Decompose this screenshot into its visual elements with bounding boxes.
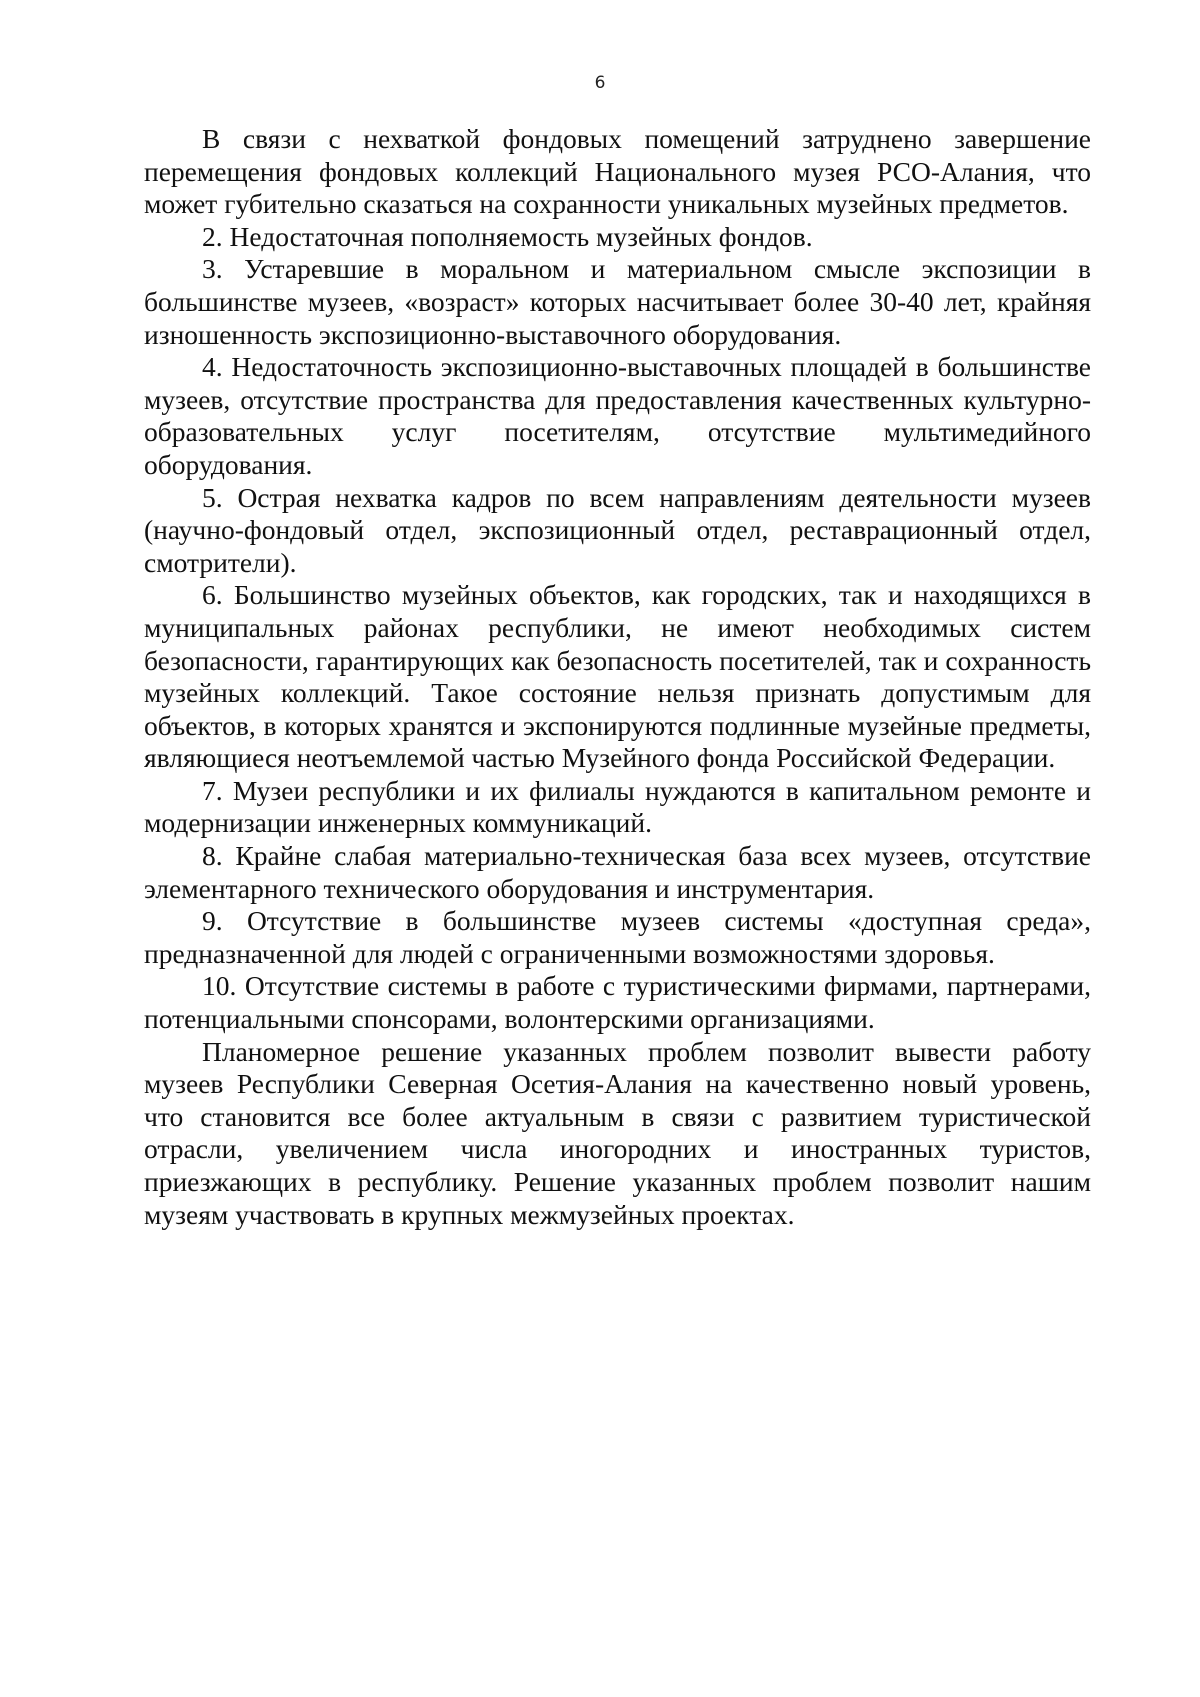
paragraph-item-9: 9. Отсутствие в большинстве музеев системы «доступная среда», предназначенной для людей с ограниченными возможностями здоровья. <box>144 905 1091 969</box>
paragraph-item-8: 8. Крайне слабая материально-техническая база всех музеев, отсутствие элементарного технического оборудования и инструментария. <box>144 840 1091 904</box>
paragraph-conclusion: Планомерное решение указанных проблем позволит вывести работу музеев Республики Северная Осетия-Алания на качественно новый уровень, что становится все более актуальным в связи с развитием туристической отрасли, увеличением числа иногородних и иностранных туристов, приезжающих в республику. Решение указанных проблем позволит нашим музеям участвовать в крупных межмузейных проектах. <box>144 1035 1091 1230</box>
paragraph-item-3: 3. Устаревшие в моральном и материальном смысле экспозиции в большинстве музеев, «возраст» которых насчитывает более 30-40 лет, крайняя изношенность экспозиционно-выставочного оборудования. <box>144 253 1091 350</box>
paragraph-item-10: 10. Отсутствие системы в работе с туристическими фирмами, партнерами, потенциальными спонсорами, волонтерскими организациями. <box>144 970 1091 1035</box>
page-number: 6 <box>594 73 606 93</box>
body-text <box>144 123 1091 1231</box>
paragraph-storage-shortage: В связи с нехваткой фондовых помещений затруднено завершение перемещения фондовых коллекций Национального музея РСО-Алания, что может губительно сказаться на сохранности уникальных музейных предметов. <box>144 123 1091 220</box>
paragraph-item-2: 2. Недостаточная пополняемость музейных фондов. <box>202 220 813 252</box>
paragraph-item-5: 5. Острая нехватка кадров по всем направлениям деятельности музеев (научно-фондовый отдел, экспозиционный отдел, реставрационный отдел, смотрители). <box>144 481 1091 578</box>
paragraph-item-4: 4. Недостаточность экспозиционно-выставочных площадей в большинстве музеев, отсутствие пространства для предоставления качественных культурно-образовательных услуг посетителям, отсутствие мультимедийного оборудования. <box>144 351 1091 480</box>
paragraph-item-7: 7. Музеи республики и их филиалы нуждаются в капитальном ремонте и модернизации инженерных коммуникаций. <box>144 774 1091 839</box>
paragraph-item-6: 6. Большинство музейных объектов, как городских, так и находящихся в муниципальных районах республики, не имеют необходимых систем безопасности, гарантирующих как безопасность посетителей, так и сохранность музейных коллекций. Такое состояние нельзя признать допустимым для объектов, в которых хранятся и экспонируются подлинные музейные предметы, являющиеся неотъемлемой частью Музейного фонда Российской Федерации. <box>144 579 1091 774</box>
